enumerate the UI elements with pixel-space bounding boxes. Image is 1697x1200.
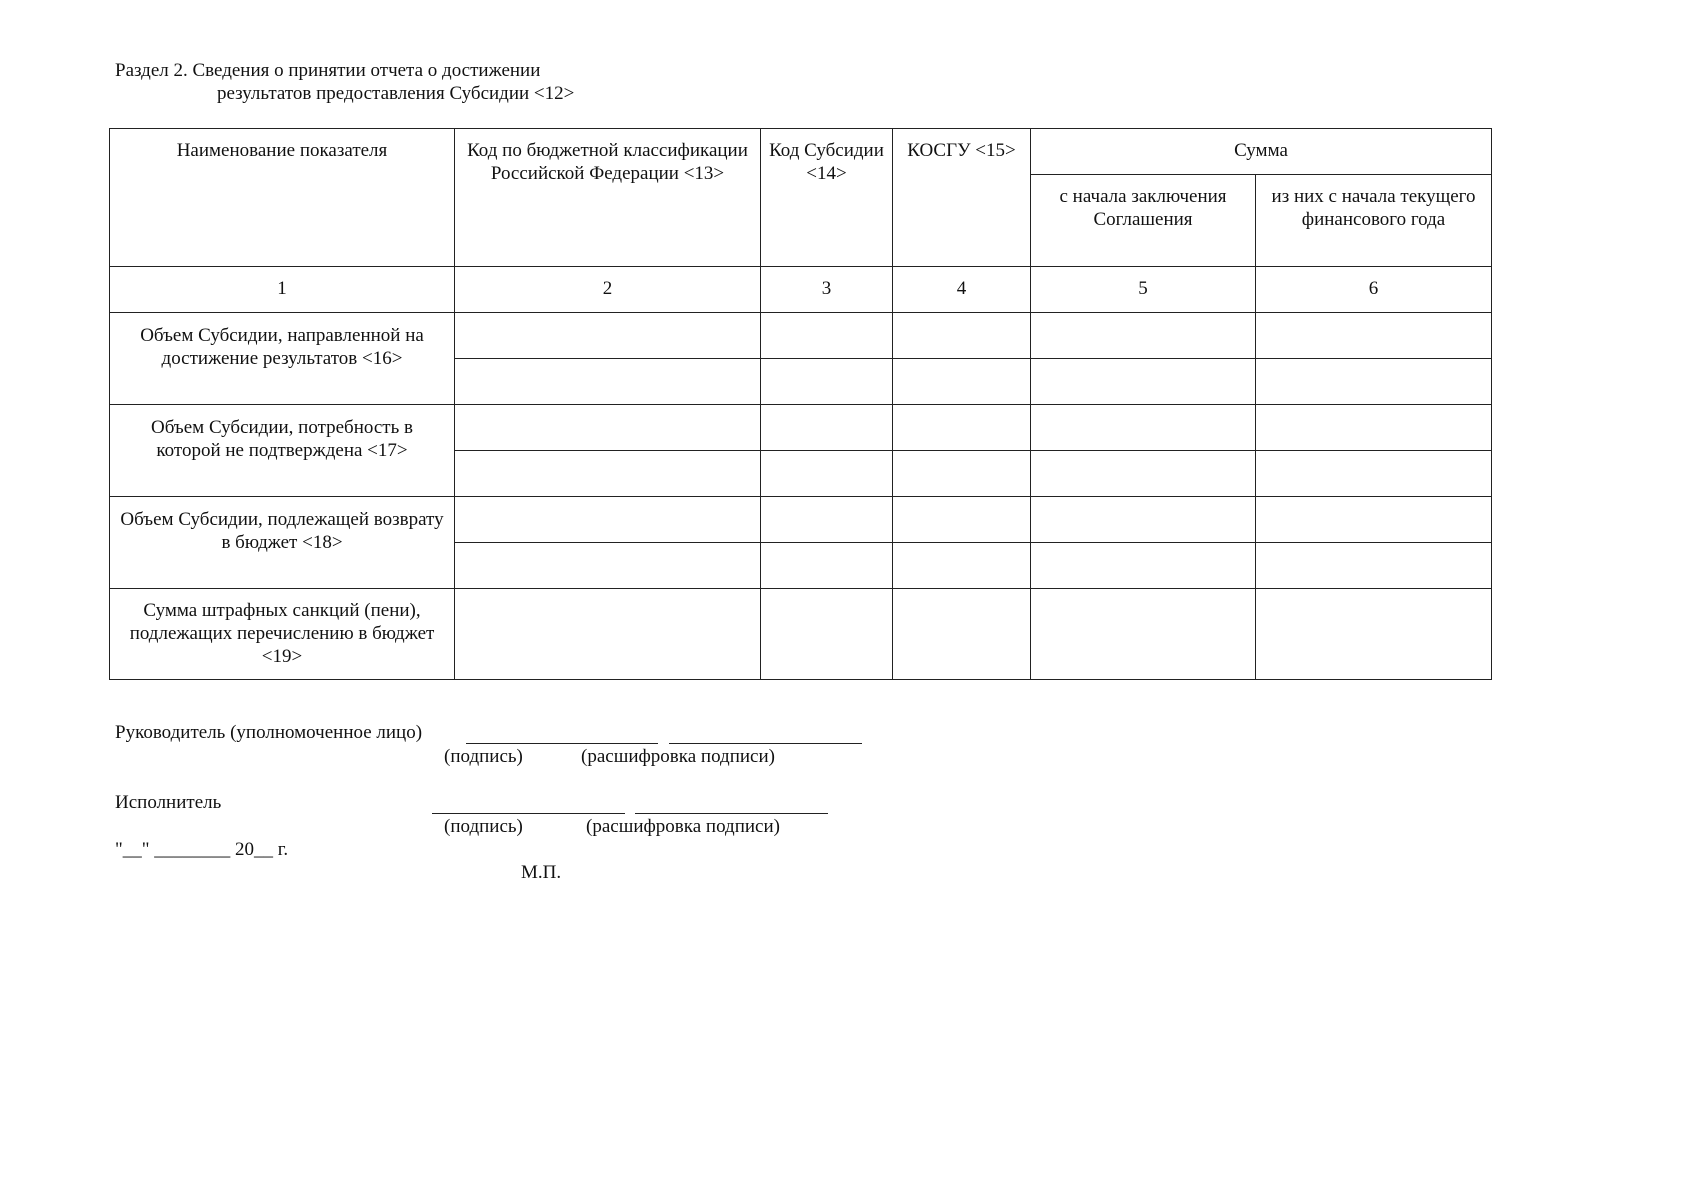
table-cell[interactable] [893,451,1031,497]
header-budget-code: Код по бюджетной классификации Российской Федерации <13> [455,129,761,267]
table-cell[interactable] [1256,543,1492,589]
row-label-return-to-budget: Объем Субсидии, подлежащей возврату в бюджет <18> [110,497,455,589]
table-cell[interactable] [455,589,761,680]
table-cell[interactable] [1256,589,1492,680]
table-cell[interactable] [761,589,893,680]
table-cell[interactable] [1031,359,1256,405]
table-cell[interactable] [1031,497,1256,543]
row-label-achieved-results: Объем Субсидии, направленной на достижение результатов <16> [110,313,455,405]
column-number: 1 [110,267,455,313]
table-cell[interactable] [1256,313,1492,359]
header-sum-current-year: из них с начала текущего финансового года [1256,175,1492,267]
column-number: 3 [761,267,893,313]
table-cell[interactable] [761,313,893,359]
table-cell[interactable] [893,543,1031,589]
table-cell[interactable] [761,451,893,497]
column-number: 4 [893,267,1031,313]
section-title [115,59,574,105]
header-subsidy-code: Код Субсидии <14> [761,129,893,267]
column-number: 6 [1256,267,1492,313]
table-cell[interactable] [1031,313,1256,359]
executor-signature-caption: (подпись) [444,816,523,837]
executor-signature-line[interactable] [432,813,625,814]
table-cell[interactable] [761,497,893,543]
executor-label: Исполнитель [115,792,222,813]
section-title-line-1: Раздел 2. Сведения о принятии отчета о достижении [115,60,541,81]
report-table [109,128,1492,680]
stamp-place: М.П. [521,862,562,883]
head-label: Руководитель (уполномоченное лицо) [115,722,423,743]
table-cell[interactable] [893,313,1031,359]
column-number: 5 [1031,267,1256,313]
table-cell[interactable] [761,543,893,589]
row-label-penalties: Сумма штрафных санкций (пени), подлежащих перечислению в бюджет <19> [110,589,455,680]
table-cell[interactable] [1256,359,1492,405]
table-cell[interactable] [1031,543,1256,589]
table-cell[interactable] [455,313,761,359]
table-cell[interactable] [1256,405,1492,451]
table-cell[interactable] [1256,497,1492,543]
section-title-line-2: результатов предоставления Субсидии <12> [217,83,575,104]
table-cell[interactable] [455,543,761,589]
table-cell[interactable] [1031,405,1256,451]
table-cell[interactable] [893,359,1031,405]
table-cell[interactable] [893,405,1031,451]
table-cell[interactable] [1031,451,1256,497]
header-sum: Сумма [1031,129,1492,175]
header-kosgu: КОСГУ <15> [893,129,1031,267]
executor-decoding-caption: (расшифровка подписи) [586,816,780,837]
head-decoding-line[interactable] [669,743,862,744]
table-cell[interactable] [1256,451,1492,497]
table-cell[interactable] [761,359,893,405]
table-cell[interactable] [893,497,1031,543]
head-decoding-caption: (расшифровка подписи) [581,746,775,767]
header-sum-from-start: с начала заключения Соглашения [1031,175,1256,267]
table-cell[interactable] [761,405,893,451]
column-number: 2 [455,267,761,313]
table-cell[interactable] [455,451,761,497]
table-cell[interactable] [455,405,761,451]
head-signature-line[interactable] [466,743,658,744]
table-cell[interactable] [893,589,1031,680]
row-label-not-confirmed: Объем Субсидии, потребность в которой не подтверждена <17> [110,405,455,497]
table-cell[interactable] [455,359,761,405]
table-cell[interactable] [1031,589,1256,680]
executor-decoding-line[interactable] [635,813,828,814]
header-indicator-name: Наименование показателя [110,129,455,267]
head-signature-caption: (подпись) [444,746,523,767]
table-cell[interactable] [455,497,761,543]
date-field: "__" ________ 20__ г. [115,839,289,860]
